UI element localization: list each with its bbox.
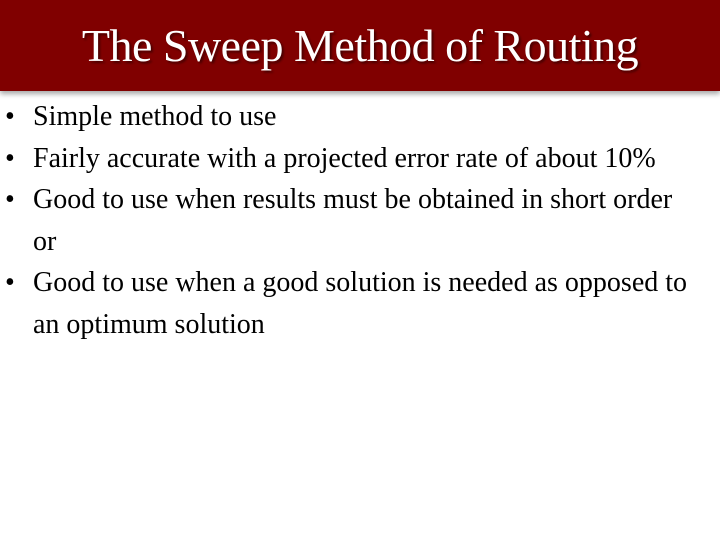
title-bar: [0, 0, 720, 91]
bullet-text: Good to use when results must be obtained in short order or: [33, 184, 673, 257]
slide-title: The Sweep Method of Routing: [81, 20, 639, 71]
bullet-text: Fairly accurate with a projected error rate of about 10%: [33, 142, 656, 174]
bullet-text: Good to use when a good solution is needed as opposed to an optimum solution: [33, 267, 688, 340]
bullet-point-icon: •: [5, 142, 15, 174]
bullet-text: Simple method to use: [33, 101, 277, 132]
bullet-list: [0, 96, 720, 345]
bullet-point-icon: •: [5, 267, 15, 298]
bullet-item: [0, 138, 720, 180]
bullet-item: [0, 96, 720, 138]
bullet-item: [0, 262, 720, 345]
bullet-point-icon: •: [5, 101, 15, 132]
bullet-point-icon: •: [5, 184, 15, 215]
bullet-item: [0, 179, 720, 262]
